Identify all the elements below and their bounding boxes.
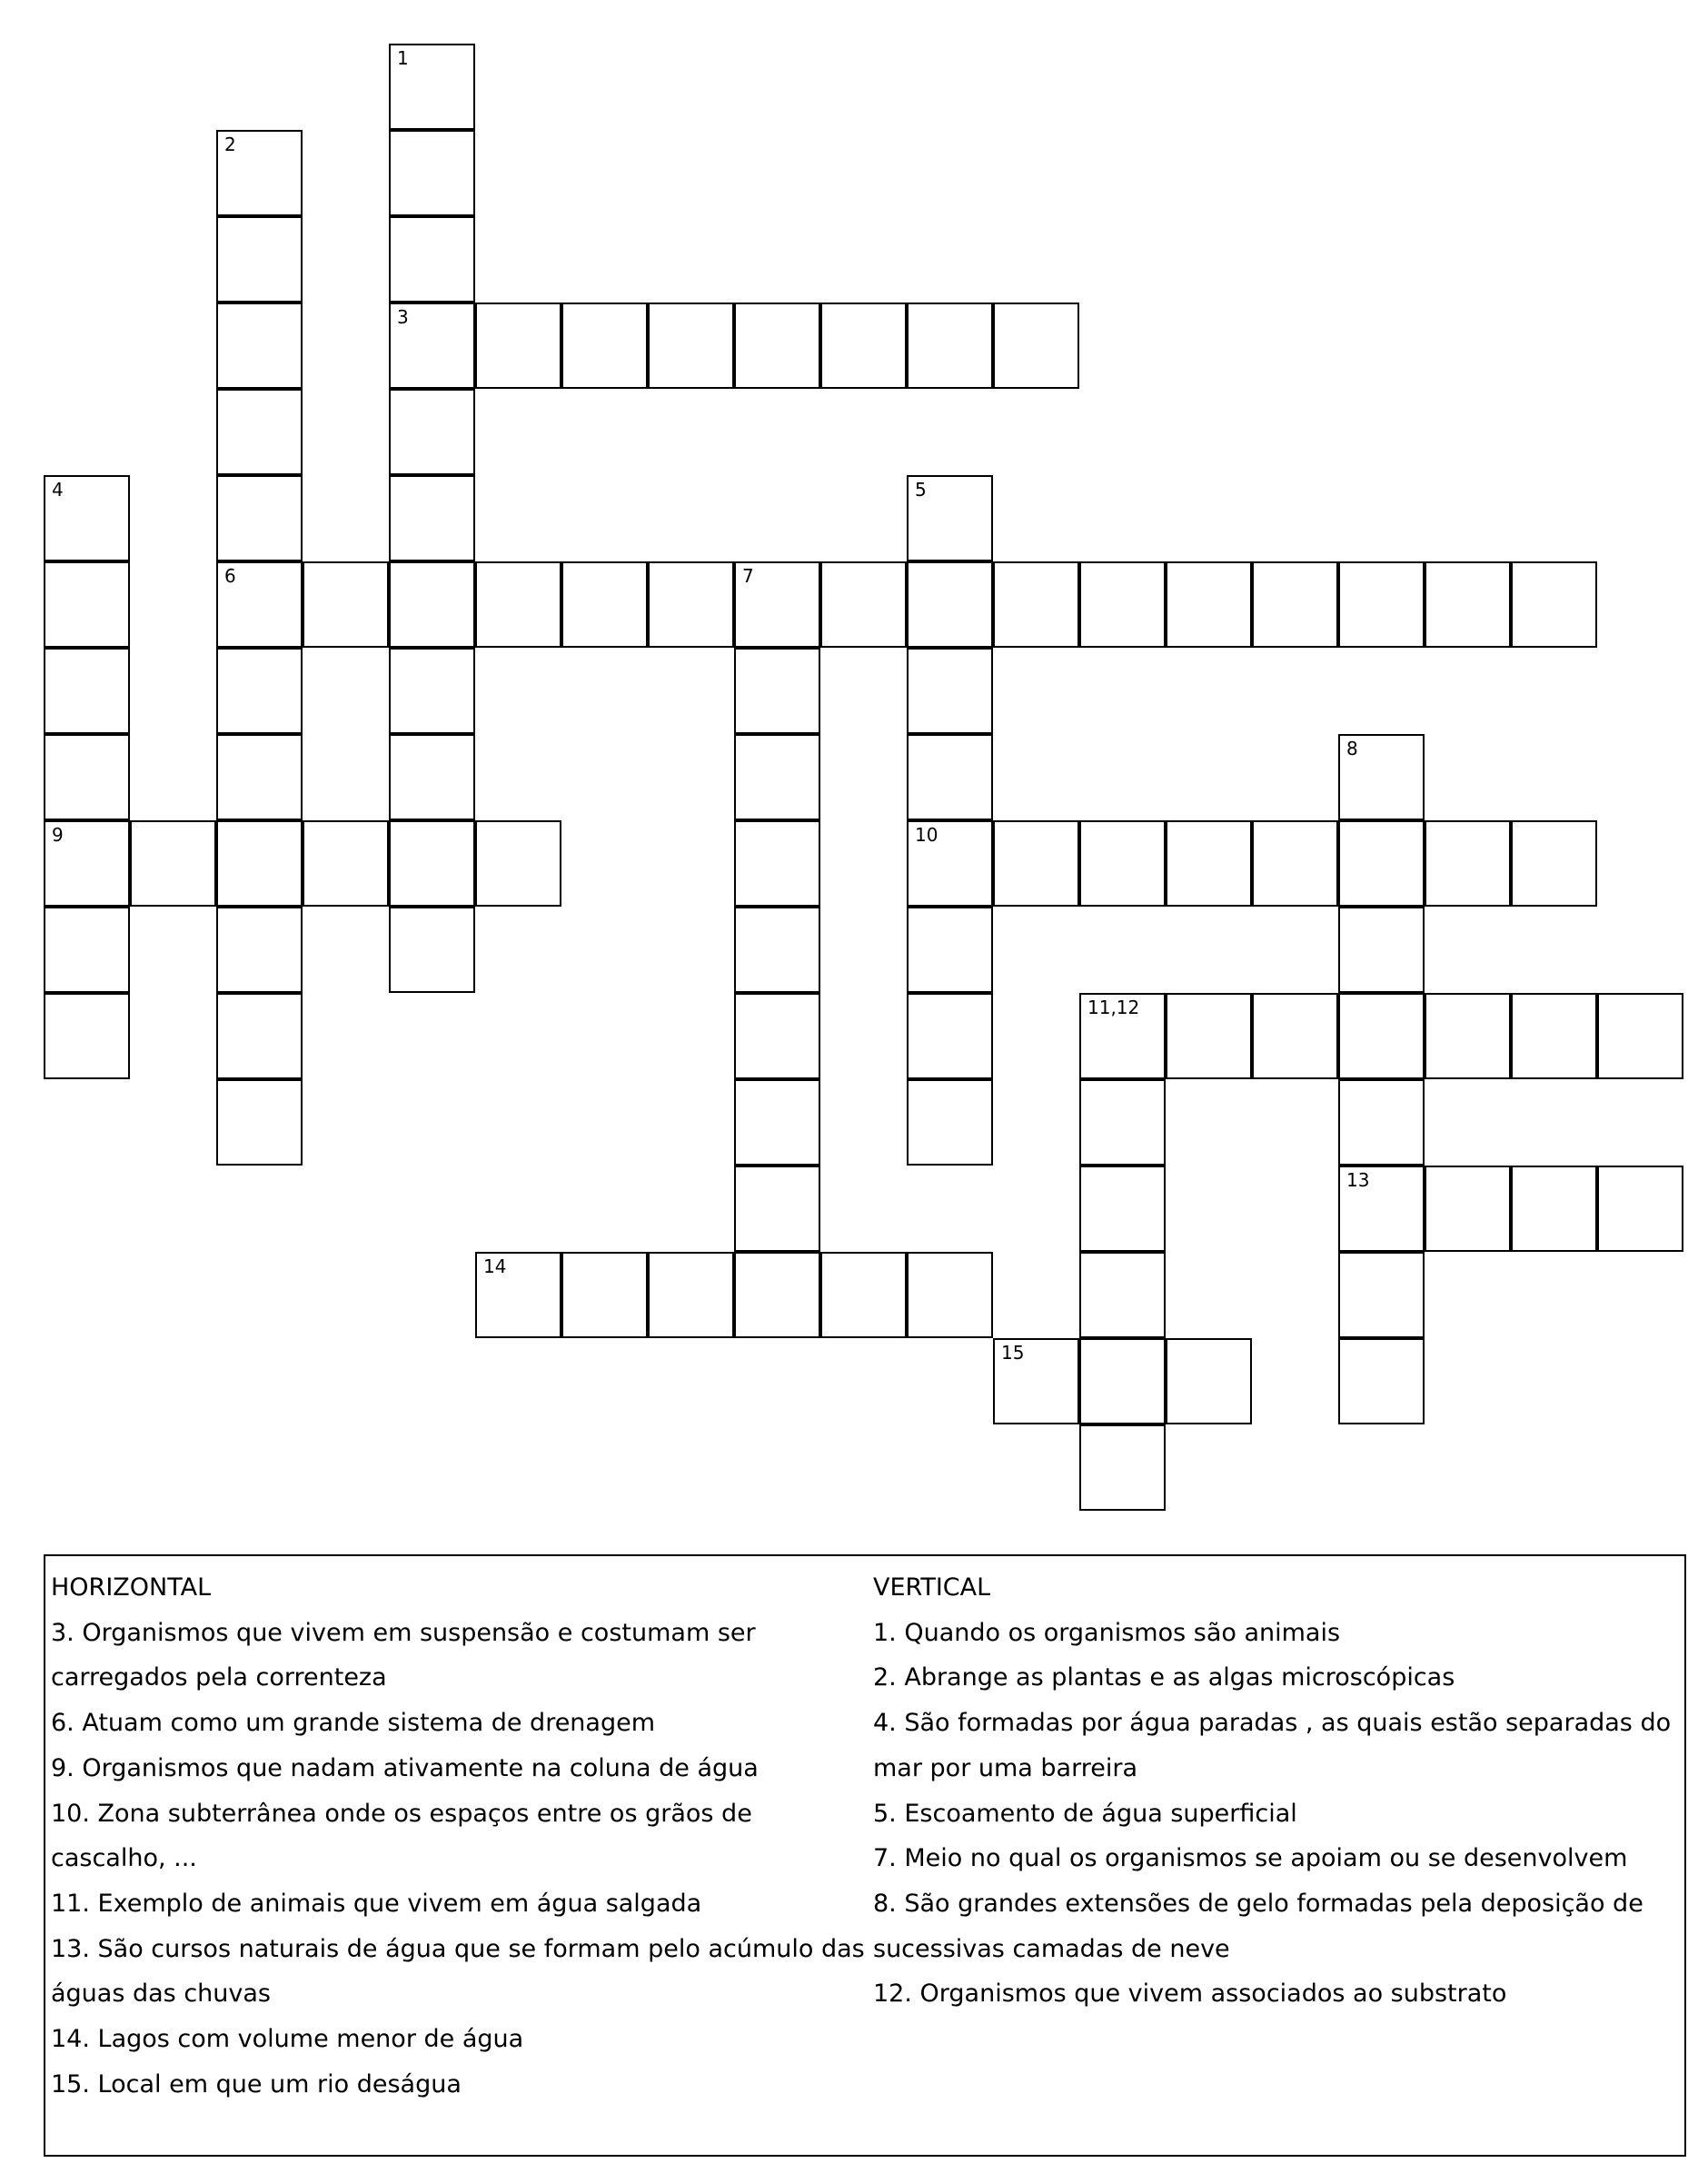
crossword-cell[interactable] bbox=[389, 475, 475, 561]
crossword-cell[interactable] bbox=[648, 303, 734, 389]
crossword-cell[interactable] bbox=[475, 561, 561, 648]
crossword-cell[interactable] bbox=[216, 303, 303, 389]
crossword-cell[interactable] bbox=[44, 907, 130, 993]
crossword-cell[interactable] bbox=[216, 130, 303, 216]
crossword-cell[interactable] bbox=[44, 820, 130, 907]
crossword-cell[interactable] bbox=[475, 303, 561, 389]
crossword-cell[interactable] bbox=[648, 561, 734, 648]
crossword-cell[interactable] bbox=[1425, 1166, 1511, 1252]
clue-number: 13 bbox=[1346, 1169, 1370, 1191]
horizontal-clue-line: 11. Exemplo de animais que vivem em água salgada bbox=[51, 1889, 702, 1918]
crossword-cell[interactable] bbox=[1338, 1166, 1425, 1252]
crossword-cell[interactable] bbox=[1597, 993, 1683, 1079]
clue-number: 14 bbox=[483, 1255, 507, 1277]
vertical-heading: VERTICAL bbox=[873, 1573, 991, 1602]
crossword-cell[interactable] bbox=[1079, 1338, 1166, 1424]
clue-number: 11,12 bbox=[1087, 997, 1140, 1018]
horizontal-clue-line: carregados pela correnteza bbox=[51, 1663, 387, 1692]
crossword-cell[interactable] bbox=[389, 561, 475, 648]
vertical-clue-line: sucessivas camadas de neve bbox=[873, 1934, 1230, 1963]
crossword-cell[interactable] bbox=[216, 1079, 303, 1166]
clue-number: 5 bbox=[915, 479, 927, 501]
clues-box bbox=[44, 1554, 1686, 2157]
crossword-cell[interactable] bbox=[44, 648, 130, 734]
crossword-cell[interactable] bbox=[1425, 993, 1511, 1079]
crossword-cell[interactable] bbox=[561, 1252, 648, 1338]
crossword-cell[interactable] bbox=[734, 993, 820, 1079]
crossword-cell[interactable] bbox=[1166, 561, 1252, 648]
crossword-cell[interactable] bbox=[1511, 820, 1597, 907]
vertical-clue-line: 8. São grandes extensões de gelo formadas pela deposição de bbox=[873, 1889, 1643, 1918]
vertical-clues bbox=[873, 1565, 1682, 2017]
crossword-cell[interactable] bbox=[993, 303, 1079, 389]
crossword-cell[interactable] bbox=[216, 475, 303, 561]
clue-number: 9 bbox=[52, 824, 64, 846]
crossword-cell[interactable] bbox=[389, 734, 475, 820]
horizontal-clue-line: 14. Lagos com volume menor de água bbox=[51, 2025, 524, 2054]
crossword-cell[interactable] bbox=[993, 1338, 1079, 1424]
crossword-cell[interactable] bbox=[1079, 561, 1166, 648]
crossword-cell[interactable] bbox=[820, 561, 907, 648]
crossword-cell[interactable] bbox=[389, 130, 475, 216]
crossword-cell[interactable] bbox=[907, 303, 993, 389]
horizontal-clue-line: cascalho, ... bbox=[51, 1844, 197, 1873]
crossword-cell[interactable] bbox=[475, 1252, 561, 1338]
crossword-cell[interactable] bbox=[907, 1252, 993, 1338]
horizontal-heading: HORIZONTAL bbox=[51, 1573, 212, 1602]
crossword-cell[interactable] bbox=[734, 648, 820, 734]
horizontal-clue-line: 13. São cursos naturais de água que se formam pelo acúmulo das bbox=[51, 1934, 865, 1963]
crossword-cell[interactable] bbox=[1166, 820, 1252, 907]
vertical-clue-line: mar por uma barreira bbox=[873, 1753, 1137, 1782]
crossword-cell[interactable] bbox=[734, 303, 820, 389]
crossword-cell[interactable] bbox=[216, 907, 303, 993]
vertical-clue-line: 12. Organismos que vivem associados ao substrato bbox=[873, 1980, 1507, 2009]
crossword-cell[interactable] bbox=[561, 561, 648, 648]
crossword-cell[interactable] bbox=[216, 734, 303, 820]
crossword-cell[interactable] bbox=[389, 303, 475, 389]
crossword-cell[interactable] bbox=[389, 44, 475, 130]
vertical-clue-line: 4. São formadas por água paradas , as quais estão separadas do bbox=[873, 1709, 1672, 1738]
crossword-cell[interactable] bbox=[1079, 1424, 1166, 1511]
crossword-cell[interactable] bbox=[1338, 734, 1425, 820]
crossword-cell[interactable] bbox=[389, 648, 475, 734]
crossword-cell[interactable] bbox=[734, 820, 820, 907]
horizontal-clue-line: 3. Organismos que vivem em suspensão e costumam ser bbox=[51, 1618, 756, 1647]
crossword-cell[interactable] bbox=[44, 993, 130, 1079]
crossword-cell[interactable] bbox=[1252, 993, 1338, 1079]
crossword-cell[interactable] bbox=[1511, 1166, 1597, 1252]
crossword-cell[interactable] bbox=[1252, 561, 1338, 648]
clue-number: 15 bbox=[1001, 1342, 1025, 1364]
crossword-cell[interactable] bbox=[734, 1252, 820, 1338]
crossword-cell[interactable] bbox=[216, 648, 303, 734]
clue-number: 8 bbox=[1346, 738, 1358, 759]
crossword-cell[interactable] bbox=[44, 561, 130, 648]
crossword-cell[interactable] bbox=[1079, 1166, 1166, 1252]
crossword-cell[interactable] bbox=[44, 734, 130, 820]
clue-number: 2 bbox=[224, 134, 236, 155]
crossword-cell[interactable] bbox=[389, 907, 475, 993]
horizontal-clue-line: 6. Atuam como um grande sistema de drenagem bbox=[51, 1709, 656, 1738]
crossword-cell[interactable] bbox=[475, 820, 561, 907]
crossword-cell[interactable] bbox=[303, 561, 389, 648]
crossword-cell[interactable] bbox=[734, 907, 820, 993]
crossword-cell[interactable] bbox=[1338, 1079, 1425, 1166]
crossword-cell[interactable] bbox=[561, 303, 648, 389]
vertical-clue-line: 7. Meio no qual os organismos se apoiam ou se desenvolvem bbox=[873, 1844, 1628, 1873]
crossword-cell[interactable] bbox=[734, 561, 820, 648]
vertical-clue-line: 5. Escoamento de água superficial bbox=[873, 1799, 1297, 1828]
crossword-cell[interactable] bbox=[389, 216, 475, 303]
crossword-cell[interactable] bbox=[1338, 907, 1425, 993]
crossword-cell[interactable] bbox=[734, 1079, 820, 1166]
crossword-cell[interactable] bbox=[1338, 820, 1425, 907]
crossword-cell[interactable] bbox=[820, 303, 907, 389]
crossword-cell[interactable] bbox=[1252, 820, 1338, 907]
clue-number: 1 bbox=[397, 47, 409, 69]
vertical-clue-line: 2. Abrange as plantas e as algas microscópicas bbox=[873, 1663, 1455, 1692]
horizontal-clue-line: 9. Organismos que nadam ativamente na coluna de água bbox=[51, 1753, 759, 1782]
crossword-cell[interactable] bbox=[389, 820, 475, 907]
crossword-cell[interactable] bbox=[820, 1252, 907, 1338]
horizontal-clues bbox=[51, 1565, 873, 2107]
crossword-cell[interactable] bbox=[216, 993, 303, 1079]
clue-number: 6 bbox=[224, 565, 236, 587]
crossword-cell[interactable] bbox=[216, 561, 303, 648]
crossword-cell[interactable] bbox=[993, 561, 1079, 648]
crossword-cell[interactable] bbox=[907, 1079, 993, 1166]
crossword-cell[interactable] bbox=[216, 820, 303, 907]
clue-number: 4 bbox=[52, 479, 64, 501]
crossword-cell[interactable] bbox=[389, 389, 475, 475]
crossword-cell[interactable] bbox=[648, 1252, 734, 1338]
crossword-cell[interactable] bbox=[44, 475, 130, 561]
crossword-cell[interactable] bbox=[1079, 993, 1166, 1079]
crossword-cell[interactable] bbox=[1511, 561, 1597, 648]
crossword-cell[interactable] bbox=[907, 907, 993, 993]
crossword-cell[interactable] bbox=[130, 820, 216, 907]
crossword-cell[interactable] bbox=[734, 1166, 820, 1252]
crossword-cell[interactable] bbox=[907, 993, 993, 1079]
crossword-cell[interactable] bbox=[1511, 993, 1597, 1079]
clue-number: 3 bbox=[397, 306, 409, 328]
crossword-cell[interactable] bbox=[303, 820, 389, 907]
crossword-cell[interactable] bbox=[1079, 1079, 1166, 1166]
horizontal-clue-line: águas das chuvas bbox=[51, 1980, 271, 2009]
crossword-cell[interactable] bbox=[1079, 820, 1166, 907]
crossword-cell[interactable] bbox=[1338, 561, 1425, 648]
crossword-cell[interactable] bbox=[1079, 1252, 1166, 1338]
crossword-cell[interactable] bbox=[1597, 1166, 1683, 1252]
clue-number: 7 bbox=[742, 565, 754, 587]
crossword-cell[interactable] bbox=[993, 820, 1079, 907]
crossword-cell[interactable] bbox=[907, 820, 993, 907]
clue-number: 10 bbox=[915, 824, 938, 846]
crossword-cell[interactable] bbox=[734, 734, 820, 820]
crossword-cell[interactable] bbox=[1338, 993, 1425, 1079]
crossword-cell[interactable] bbox=[1425, 820, 1511, 907]
crossword-cell[interactable] bbox=[907, 734, 993, 820]
crossword-cell[interactable] bbox=[907, 475, 993, 561]
crossword-cell[interactable] bbox=[1166, 993, 1252, 1079]
crossword-cell[interactable] bbox=[216, 216, 303, 303]
horizontal-clue-line: 10. Zona subterrânea onde os espaços entre os grãos de bbox=[51, 1799, 752, 1828]
crossword-cell[interactable] bbox=[1166, 1338, 1252, 1424]
horizontal-clue-line: 15. Local em que um rio deságua bbox=[51, 2069, 462, 2099]
crossword-cell[interactable] bbox=[1425, 561, 1511, 648]
crossword-cell[interactable] bbox=[1338, 1338, 1425, 1424]
crossword-cell[interactable] bbox=[907, 648, 993, 734]
crossword-cell[interactable] bbox=[216, 389, 303, 475]
crossword-cell[interactable] bbox=[907, 561, 993, 648]
vertical-clue-line: 1. Quando os organismos são animais bbox=[873, 1618, 1341, 1647]
crossword-cell[interactable] bbox=[1338, 1252, 1425, 1338]
